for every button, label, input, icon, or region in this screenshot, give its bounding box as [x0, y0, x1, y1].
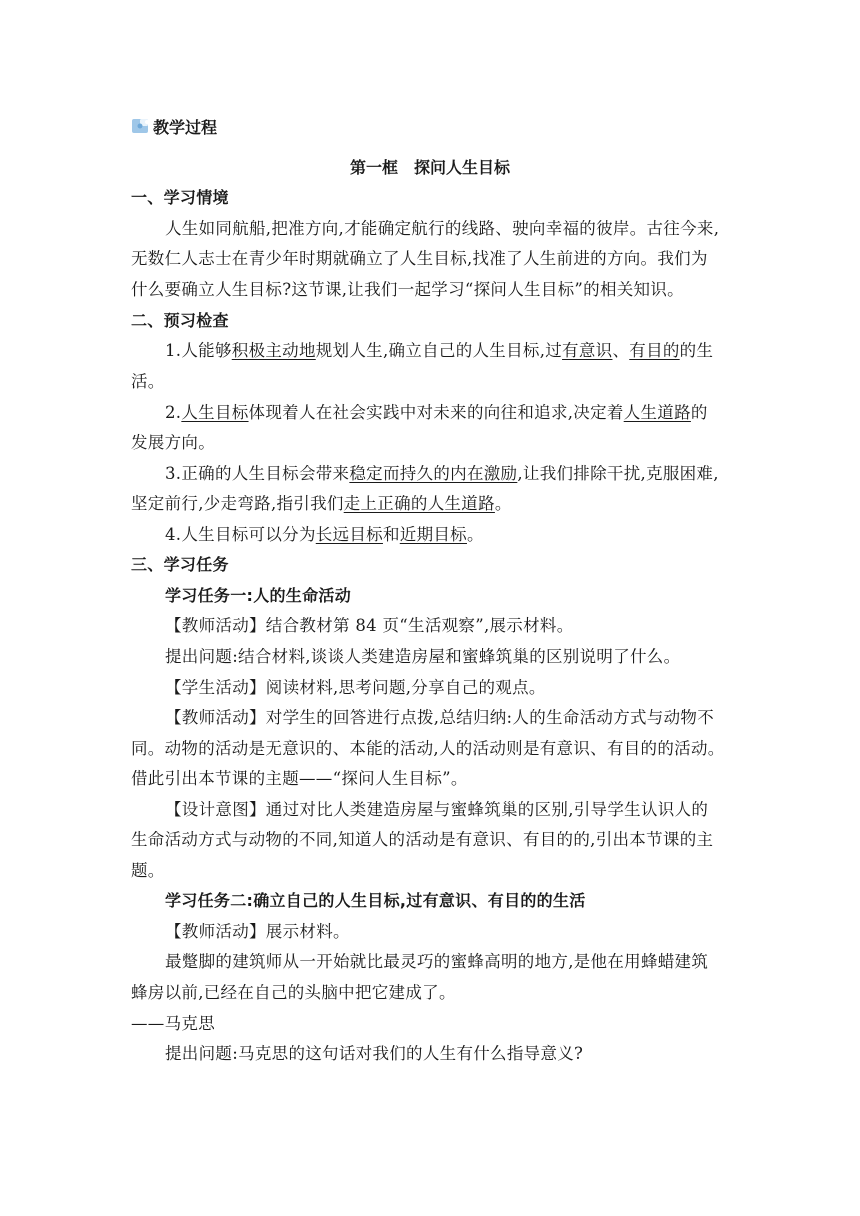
task-1-line: 【教师活动】结合教材第 84 页“生活观察”,展示材料。 — [165, 616, 574, 635]
task-1-line: 提出问题:结合材料,谈谈人类建造房屋和蜜蜂筑巢的区别说明了什么。 — [165, 647, 681, 666]
task-2-title: 学习任务二:确立自己的人生目标,过有意识、有目的的生活 — [165, 891, 586, 910]
task-1-line: 借此引出本节课的主题——“探问人生目标”。 — [131, 769, 468, 788]
preview-item-3-cont: 坚定前行,少走弯路,指引我们走上正确的人生道路。 — [131, 494, 512, 513]
task-1-line: 【学生活动】阅读材料,思考问题,分享自己的观点。 — [165, 678, 546, 697]
task-1-line: 生命活动方式与动物的不同,知道人的活动是有意识、有目的的,引出本节课的主 — [131, 830, 714, 849]
task-1-line: 同。动物的活动是无意识的、本能的活动,人的活动则是有意识、有目的的活动。 — [131, 739, 725, 758]
preview-item-1-cont: 活。 — [131, 372, 165, 391]
quote-attribution: ——马克思 — [131, 1014, 215, 1033]
s1-heading: 一、学习情境 — [131, 188, 229, 207]
s1-paragraph-line: 人生如同航船,把准方向,才能确定航行的线路、驶向幸福的彼岸。古往今来, — [165, 219, 720, 238]
task-2-line: 提出问题:马克思的这句话对我们的人生有什么指导意义? — [165, 1044, 584, 1063]
task-1-line: 题。 — [131, 861, 165, 880]
s1-paragraph-line: 什么要确立人生目标?这节课,让我们一起学习“探问人生目标”的相关知识。 — [131, 280, 684, 299]
task-1-line: 【教师活动】对学生的回答进行点拨,总结归纳:人的生命活动方式与动物不 — [165, 708, 715, 727]
task-2-line: 蜂房以前,已经在自己的头脑中把它建成了。 — [131, 983, 456, 1002]
preview-item-4: 4.人生目标可以分为长远目标和近期目标。 — [165, 525, 484, 544]
preview-item-2: 2.人生目标体现着人在社会实践中对未来的向往和追求,决定着人生道路的 — [165, 403, 708, 422]
s2-heading: 二、预习检查 — [131, 311, 229, 330]
s1-paragraph-line: 无数仁人志士在青少年时期就确立了人生目标,找准了人生前进的方向。我们为 — [131, 249, 708, 268]
task-1-title: 学习任务一:人的生命活动 — [165, 586, 351, 605]
task-1-line: 【设计意图】通过对比人类建造房屋与蜜蜂筑巢的区别,引导学生认识人的 — [165, 800, 709, 819]
puzzle-icon — [131, 117, 151, 135]
s3-heading: 三、学习任务 — [131, 555, 229, 574]
preview-item-1: 1.人能够积极主动地规划人生,确立自己的人生目标,过有意识、有目的的生 — [165, 341, 714, 360]
preview-item-3: 3.正确的人生目标会带来稳定而持久的内在激励,让我们排除干扰,克服困难, — [165, 464, 719, 483]
preview-item-2-cont: 发展方向。 — [131, 433, 215, 452]
section-header-title: 教学过程 — [153, 118, 218, 137]
task-2-line: 【教师活动】展示材料。 — [165, 922, 350, 941]
task-2-line: 最蹩脚的建筑师从一开始就比最灵巧的蜜蜂高明的地方,是他在用蜂蜡建筑 — [165, 952, 709, 971]
lesson-title: 第一框 探问人生目标 — [349, 158, 510, 177]
